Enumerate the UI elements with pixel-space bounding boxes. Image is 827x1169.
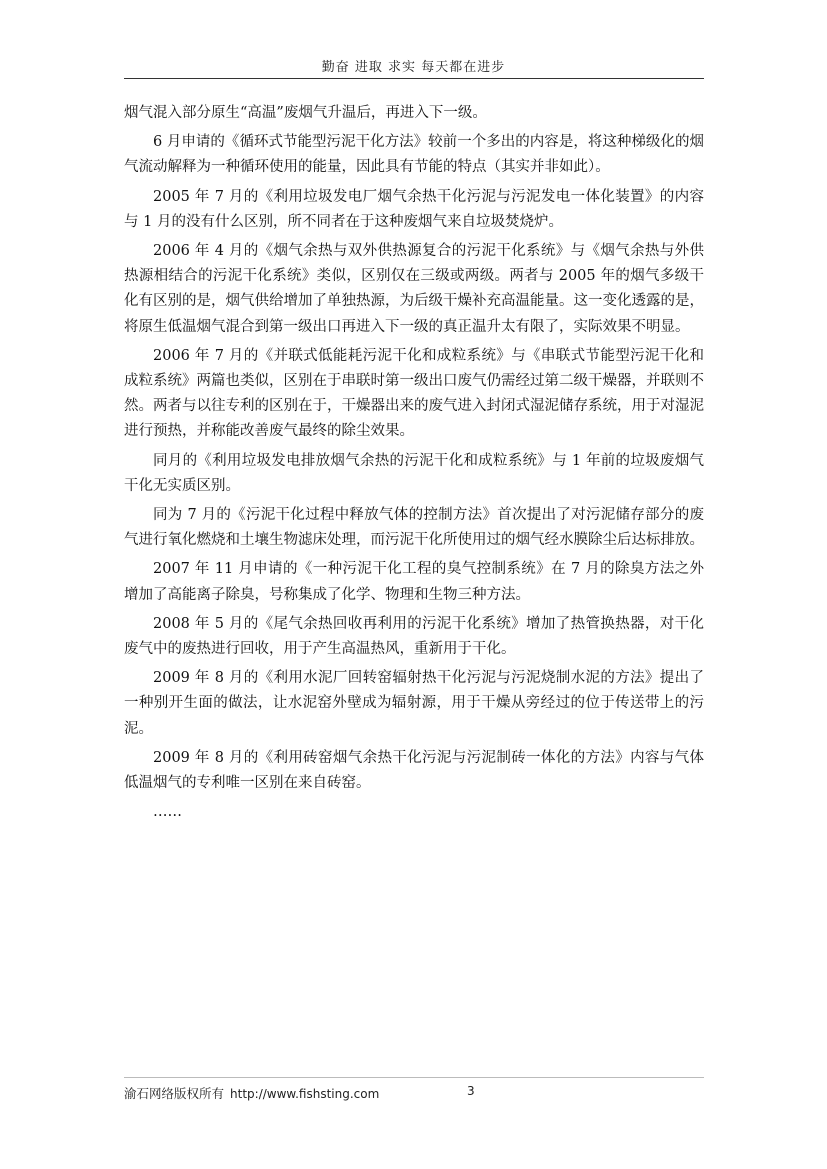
paragraph: 2005 年 7 月的《利用垃圾发电厂烟气余热干化污泥与污泥发电一体化装置》的内容与 1 月的没有什么区别，所不同者在于这种废烟气来自垃圾焚烧炉。 [124, 188, 704, 230]
page-number: 3 [467, 1084, 475, 1098]
paragraph: 6 月申请的《循环式节能型污泥干化方法》较前一个多出的内容是，将这种梯级化的烟气流动解释为一种循环使用的能量，因此具有节能的特点（其实并非如此）。 [124, 134, 704, 176]
continuation-ellipsis: …… [153, 804, 182, 821]
paragraph: 2009 年 8 月的《利用砖窑烟气余热干化污泥与污泥制砖一体化的方法》内容与气体低温烟气的专利唯一区别在来自砖窑。 [124, 749, 704, 792]
paragraph: 2007 年 11 月申请的《一种污泥干化工程的臭气控制系统》在 7 月的除臭方法之外增加了高能离子除臭，号称集成了化学、物理和生物三种方法。 [124, 561, 704, 603]
page-footer [124, 1084, 379, 1102]
paragraph: 同为 7 月的《污泥干化过程中释放气体的控制方法》首次提出了对污泥储存部分的废气进行氧化燃烧和土壤生物滤床处理，而污泥干化所使用过的烟气经水膜除尘后达标排放。 [124, 507, 704, 549]
header-divider [124, 78, 704, 79]
paragraph: 同月的《利用垃圾发电排放烟气余热的污泥干化和成粒系统》与 1 年前的垃圾废烟气干化无实质区别。 [124, 452, 704, 494]
page-header-motto: 勤奋 进取 求实 每天都在进步 [321, 60, 506, 75]
paragraph: 2006 年 4 月的《烟气余热与双外供热源复合的污泥干化系统》与《烟气余热与外供热源相结合的污泥干化系统》类似，区别仅在三级或两级。两者与 2005 年的烟气多级干化有区别的是，烟气供给增加了单独热源，为后级干燥补充高温能量。这一变化透露的是，将原生低温烟气混合到第一级出口再进入下一级的真正温升太有限了，实际效果不明显。 [124, 243, 704, 335]
copyright-notice: 渝石网络版权所有 [124, 1086, 225, 1101]
footer-divider [124, 1077, 704, 1078]
paragraph: 烟气混入部分原生“高温”废烟气升温后，再进入下一级。 [124, 105, 487, 121]
paragraph: 2009 年 8 月的《利用水泥厂回转窑辐射热干化污泥与污泥烧制水泥的方法》提出了一种别开生面的做法，让水泥窑外壁成为辐射源，用于干燥从旁经过的位于传送带上的污泥。 [124, 670, 704, 737]
paragraph: 2008 年 5 月的《尾气余热回收再利用的污泥干化系统》增加了热管换热器，对干化废气中的废热进行回收，用于产生高温热风，重新用于干化。 [124, 615, 704, 658]
website-link[interactable]: http://www.fishsting.com [230, 1087, 380, 1101]
paragraph: 2006 年 7 月的《并联式低能耗污泥干化和成粒系统》与《串联式节能型污泥干化和成粒系统》两篇也类似，区别在于串联时第一级出口废气仍需经过第二级干燥器，并联则不然。两者与以往专利的区别在于，干燥器出来的废气进入封闭式湿泥储存系统，用于对湿泥进行预热，并称能改善废气最终的除尘效果。 [124, 347, 704, 440]
document-body [124, 101, 704, 825]
